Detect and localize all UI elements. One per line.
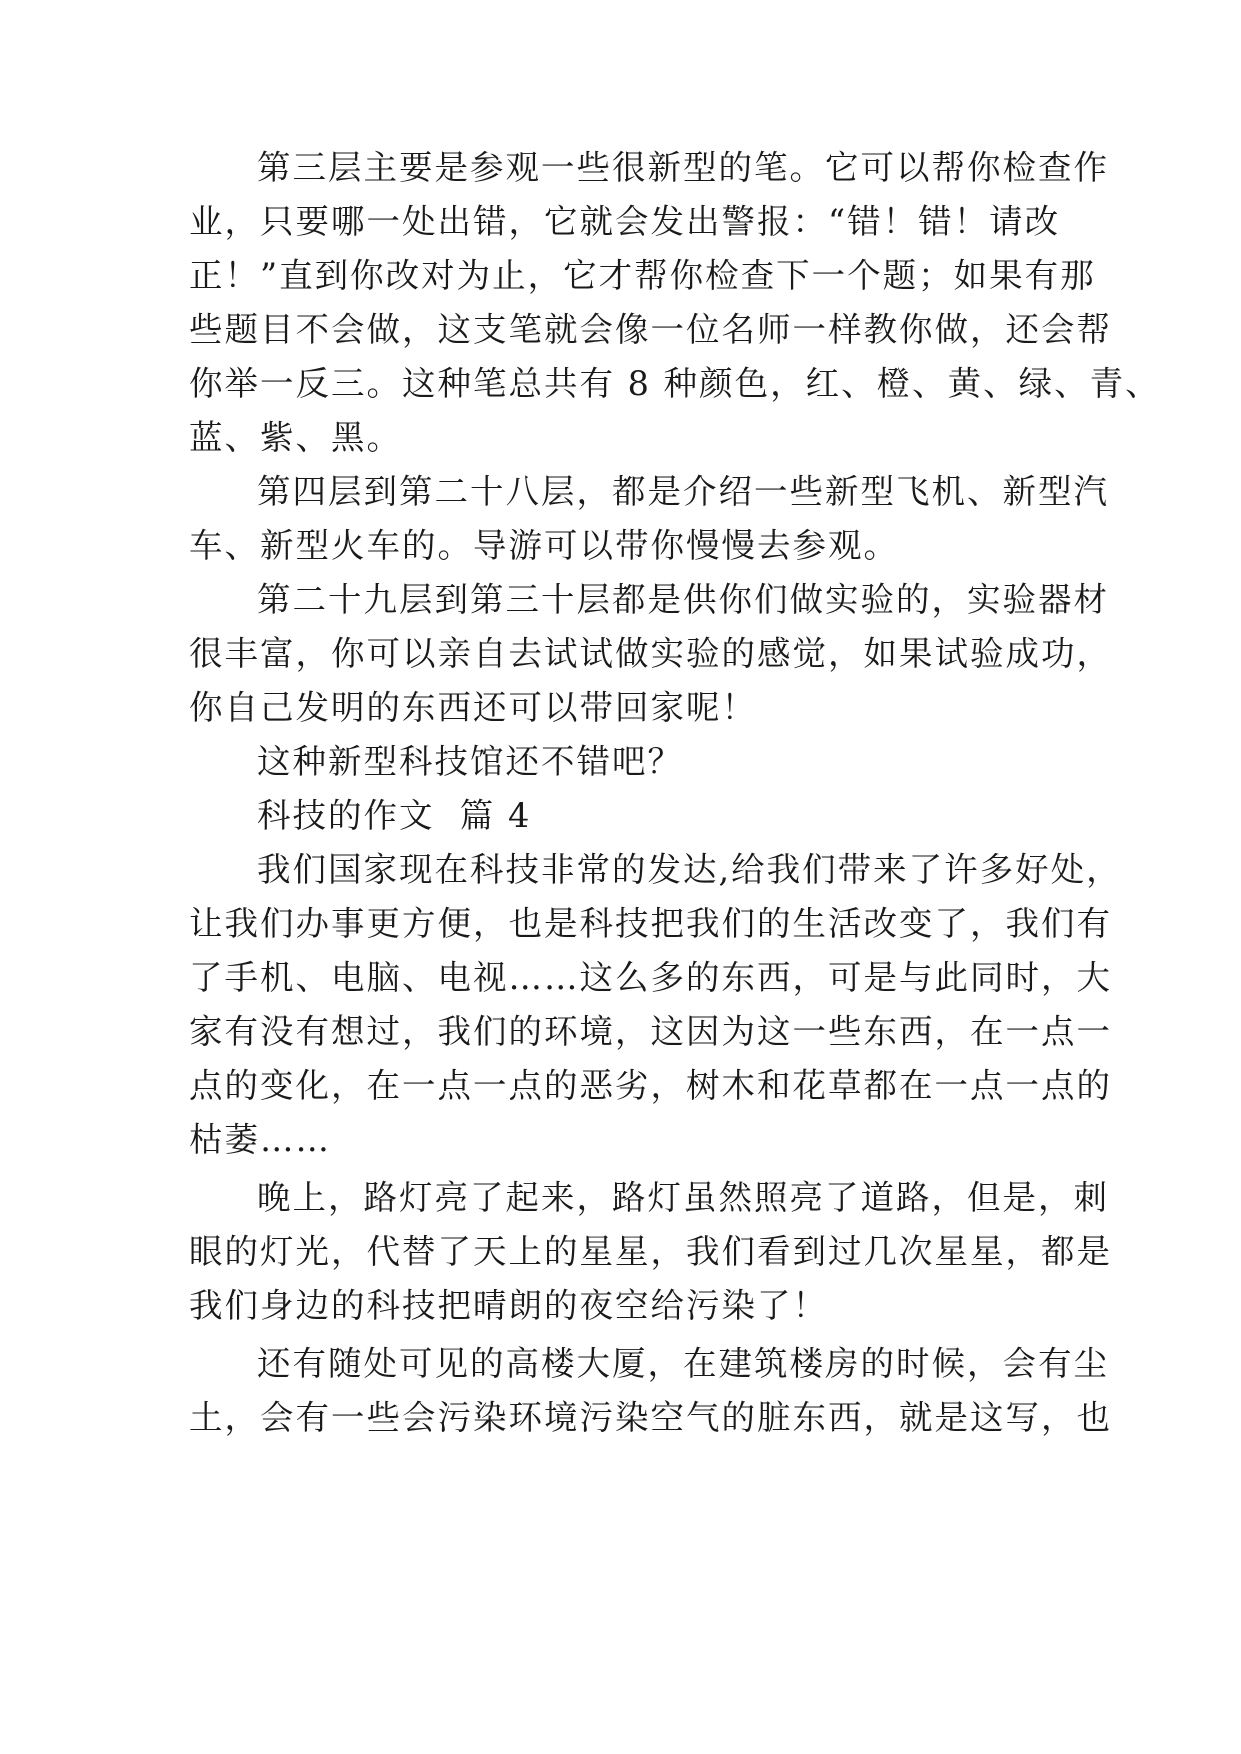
paragraph-line: 车、新型火车的。导游可以带你慢慢去参观。 (189, 526, 899, 565)
paragraph-line: 枯萎…… (189, 1120, 331, 1159)
paragraph-line: 眼的灯光，代替了天上的星星，我们看到过几次星星，都是 (189, 1232, 1112, 1271)
paragraph-line: 点的变化，在一点一点的恶劣，树木和花草都在一点一点的 (189, 1066, 1112, 1105)
paragraph-line: 土，会有一些会污染环境污染空气的脏东西，就是这写，也 (189, 1398, 1112, 1437)
paragraph-line: 正！”直到你改对为止，它才帮你检查下一个题；如果有那 (189, 256, 1096, 295)
paragraph-line: 蓝、紫、黑。 (189, 418, 402, 457)
paragraph-line: 第二十九层到第三十层都是供你们做实验的，实验器材 (257, 580, 1109, 619)
paragraph-line: 家有没有想过，我们的环境，这因为这一些东西，在一点一 (189, 1012, 1112, 1051)
paragraph-line: 让我们办事更方便，也是科技把我们的生活改变了，我们有 (189, 904, 1112, 943)
paragraph-line: 第四层到第二十八层，都是介绍一些新型飞机、新型汽 (257, 472, 1109, 511)
paragraph-line: 我们身边的科技把晴朗的夜空给污染了！ (189, 1286, 828, 1325)
paragraph-line: 这种新型科技馆还不错吧？ (257, 742, 683, 781)
paragraph-line: 第三层主要是参观一些很新型的笔。它可以帮你检查作 (257, 148, 1109, 187)
paragraph-line: 业，只要哪一处出错，它就会发出警报：“错！错！请改 (189, 202, 1061, 241)
paragraph-line: 了手机、电脑、电视……这么多的东西，可是与此同时，大 (189, 958, 1112, 997)
paragraph-line: 还有随处可见的高楼大厦，在建筑楼房的时候，会有尘 (257, 1344, 1109, 1383)
section-heading: 科技的作文 篇 4 (257, 796, 532, 835)
paragraph-line: 你举一反三。这种笔总共有 8 种颜色，红、橙、黄、绿、青、 (189, 364, 1161, 403)
paragraph-line: 我们国家现在科技非常的发达,给我们带来了许多好处， (257, 850, 1122, 889)
paragraph-line: 你自己发明的东西还可以带回家呢！ (189, 688, 757, 727)
paragraph-line: 很丰富，你可以亲自去试试做实验的感觉，如果试验成功， (189, 634, 1112, 673)
paragraph-line: 晚上，路灯亮了起来，路灯虽然照亮了道路，但是，刺 (257, 1178, 1109, 1217)
paragraph-line: 些题目不会做，这支笔就会像一位名师一样教你做，还会帮 (189, 310, 1112, 349)
